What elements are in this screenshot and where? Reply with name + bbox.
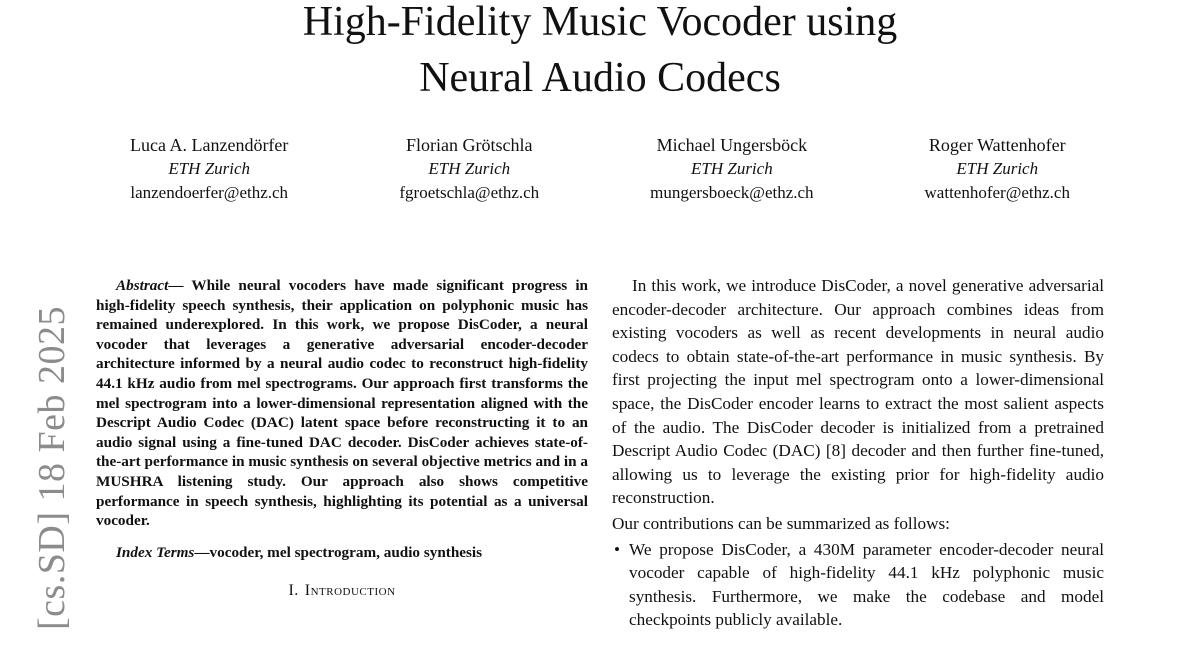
section-heading bbox=[96, 582, 588, 600]
author-affiliation: ETH Zurich bbox=[428, 159, 511, 178]
section-title: Introduction bbox=[304, 582, 396, 600]
index-terms-text: —vocoder, mel spectrogram, audio synthesis bbox=[194, 543, 483, 561]
index-terms-label: Index Terms bbox=[116, 543, 195, 561]
intro-paragraph: In this work, we introduce DisCoder, a novel generative adversarial encoder-decoder architecture. Our approach combines ideas from existing vocoders as well as recent developments in neural audio codecs to obtain state-of-the-art performance in music synthesis. By first projecting the input mel spectrogram onto a lower-dimensional space, the DisCoder encoder learns to extract the most salient aspects of the audio. The DisCoder decoder is initialized from a pretrained Descript Audio Codec (DAC) [8] decoder and then further fine-tuned, allowing us to leverage the existing prior for high-fidelity audio reconstruction. bbox=[612, 276, 1104, 508]
author-name: Roger Wattenhofer bbox=[928, 135, 1066, 155]
paper-title-line-2: Neural Audio Codecs bbox=[419, 55, 781, 101]
author-email: mungersboeck@ethz.ch bbox=[650, 183, 814, 202]
author-block bbox=[130, 133, 288, 205]
paper-title bbox=[0, 0, 1200, 106]
paper-title-line-1: High-Fidelity Music Vocoder using bbox=[302, 0, 898, 45]
author-affiliation: ETH Zurich bbox=[168, 159, 251, 178]
author-email: wattenhofer@ethz.ch bbox=[924, 183, 1070, 202]
contributions-list bbox=[612, 538, 1104, 632]
section-number: I. bbox=[288, 582, 299, 600]
author-affiliation: ETH Zurich bbox=[956, 159, 1039, 178]
abstract-text: While neural vocoders have made significant progress in high-fidelity speech synthesis, their application on polyphonic music has remained underexplored. In this work, we propose DisCoder, a neural vocoder that leverages a generative adversarial encoder-decoder architecture informed by a neural audio codec to reconstruct high-fidelity 44.1 kHz audio from mel spectrograms. Our approach first transforms the mel spectrogram into a lower-dimensional representation aligned with the Descript Audio Codec (DAC) latent space before reconstructing it to an audio signal using a fine-tuned DAC decoder. DisCoder achieves state-of-the-art performance in music synthesis on several objective metrics and in a MUSHRA listening study. Our approach also shows competitive performance in speech synthesis, highlighting its potential as a universal vocoder. bbox=[96, 277, 588, 530]
contributions-intro: Our contributions can be summarized as follows: bbox=[612, 513, 950, 533]
author-affiliation: ETH Zurich bbox=[691, 159, 773, 178]
arxiv-stamp: [cs.SD] 18 Feb 2025 bbox=[31, 305, 73, 631]
left-column bbox=[96, 276, 588, 600]
author-block bbox=[925, 133, 1070, 205]
list-item bbox=[612, 538, 1104, 632]
author-name: Luca A. Lanzendörfer bbox=[130, 135, 289, 155]
abstract bbox=[96, 276, 588, 531]
contribution-text: We propose DisCoder, a 430M parameter encoder-decoder neural vocoder capable of high-fidelity 44.1 kHz polyphonic music synthesis. Furthermore, we make the codebase and model checkpoints publicly available. bbox=[629, 539, 1104, 630]
author-name: Michael Ungersböck bbox=[656, 135, 808, 155]
author-list bbox=[130, 133, 1070, 205]
author-block bbox=[650, 133, 813, 205]
author-block bbox=[399, 133, 539, 205]
index-terms bbox=[96, 543, 588, 563]
author-email: lanzendoerfer@ethz.ch bbox=[130, 183, 289, 202]
bullet-icon: • bbox=[614, 539, 621, 559]
right-column bbox=[612, 274, 1104, 632]
abstract-label: Abstract— bbox=[116, 277, 184, 294]
author-email: fgroetschla@ethz.ch bbox=[399, 183, 540, 202]
author-name: Florian Grötschla bbox=[406, 135, 533, 155]
